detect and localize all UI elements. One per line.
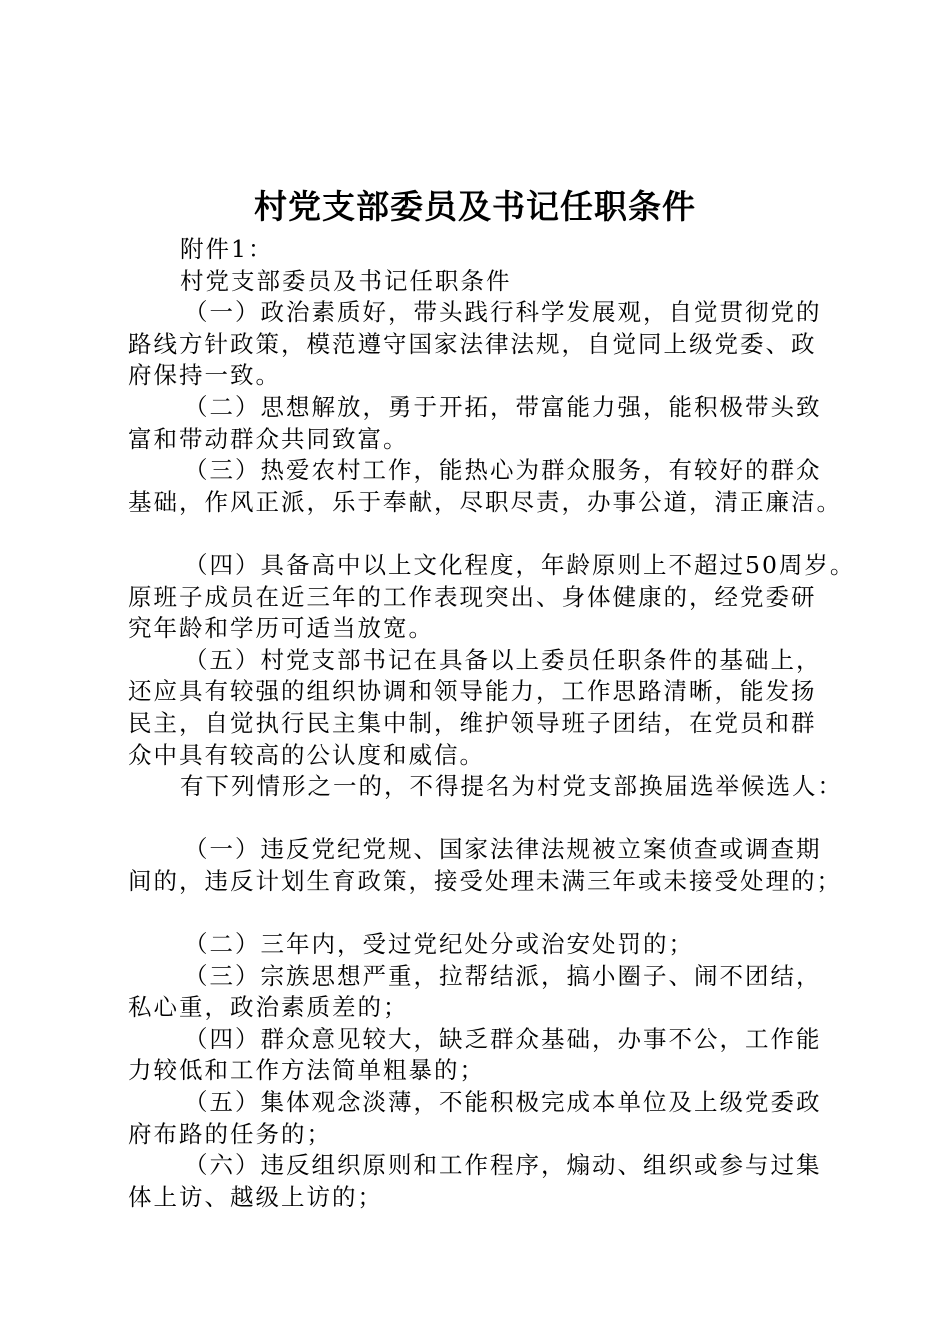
paragraph-gap <box>128 518 852 550</box>
text-line: 基础，作风正派，乐于奉献，尽职尽责，办事公道，清正廉洁。 <box>128 487 842 516</box>
text-line: 力较低和工作方法简单粗暴的； <box>128 1056 485 1085</box>
text-line: 富和带动群众共同致富。 <box>128 424 409 453</box>
document-body <box>128 234 856 1213</box>
text-line: （三）热爱农村工作，能热心为群众服务，有较好的群众 <box>184 456 822 485</box>
text-line: （四）具备高中以上文化程度，年龄原则上不超过50周岁。 <box>184 550 856 579</box>
attachment-label: 附件1： <box>180 235 274 263</box>
document-title: 村党支部委员及书记任职条件 <box>254 187 696 226</box>
text-line: （三）宗族思想严重，拉帮结派，搞小圈子、闹不团结， <box>184 961 822 990</box>
paragraph-gap <box>128 803 852 835</box>
text-line: 众中具有较高的公认度和威信。 <box>128 740 485 769</box>
text-line: 究年龄和学历可适当放宽。 <box>128 614 434 643</box>
text-line: 间的，违反计划生育政策，接受处理未满三年或未接受处理的； <box>128 866 842 895</box>
text-line: 还应具有较强的组织协调和领导能力，工作思路清晰，能发扬 <box>128 677 817 706</box>
text-line: （一）政治素质好，带头践行科学发展观，自觉贯彻党的 <box>184 298 822 327</box>
text-line: 民主，自觉执行民主集中制，维护领导班子团结，在党员和群 <box>128 708 817 737</box>
text-line: 有下列情形之一的，不得提名为村党支部换届选举候选人： <box>180 772 843 801</box>
text-line: 路线方针政策，模范遵守国家法律法规，自觉同上级党委、政 <box>128 329 817 358</box>
text-line: （五）村党支部书记在具备以上委员任职条件的基础上， <box>184 645 822 674</box>
text-line: 私心重，政治素质差的； <box>128 993 409 1022</box>
text-line: （二）思想解放，勇于开拓，带富能力强，能积极带头致 <box>184 392 822 421</box>
text-line: （五）集体观念淡薄，不能积极完成本单位及上级党委政 <box>184 1088 822 1117</box>
text-line: 府布路的任务的； <box>128 1119 332 1148</box>
text-line: （六）违反组织原则和工作程序，煽动、组织或参与过集 <box>184 1151 822 1180</box>
text-line: 府保持一致。 <box>128 361 281 390</box>
text-line: （二）三年内，受过党纪处分或治安处罚的； <box>184 930 694 959</box>
text-line: 体上访、越级上访的； <box>128 1182 383 1211</box>
text-line: （四）群众意见较大，缺乏群众基础，办事不公，工作能 <box>184 1024 822 1053</box>
text-line: （一）违反党纪党规、国家法律法规被立案侦查或调查期 <box>184 835 822 864</box>
paragraph-gap <box>128 897 852 929</box>
document-subtitle: 村党支部委员及书记任职条件 <box>180 266 512 295</box>
text-line: 原班子成员在近三年的工作表现突出、身体健康的，经党委研 <box>128 582 817 611</box>
